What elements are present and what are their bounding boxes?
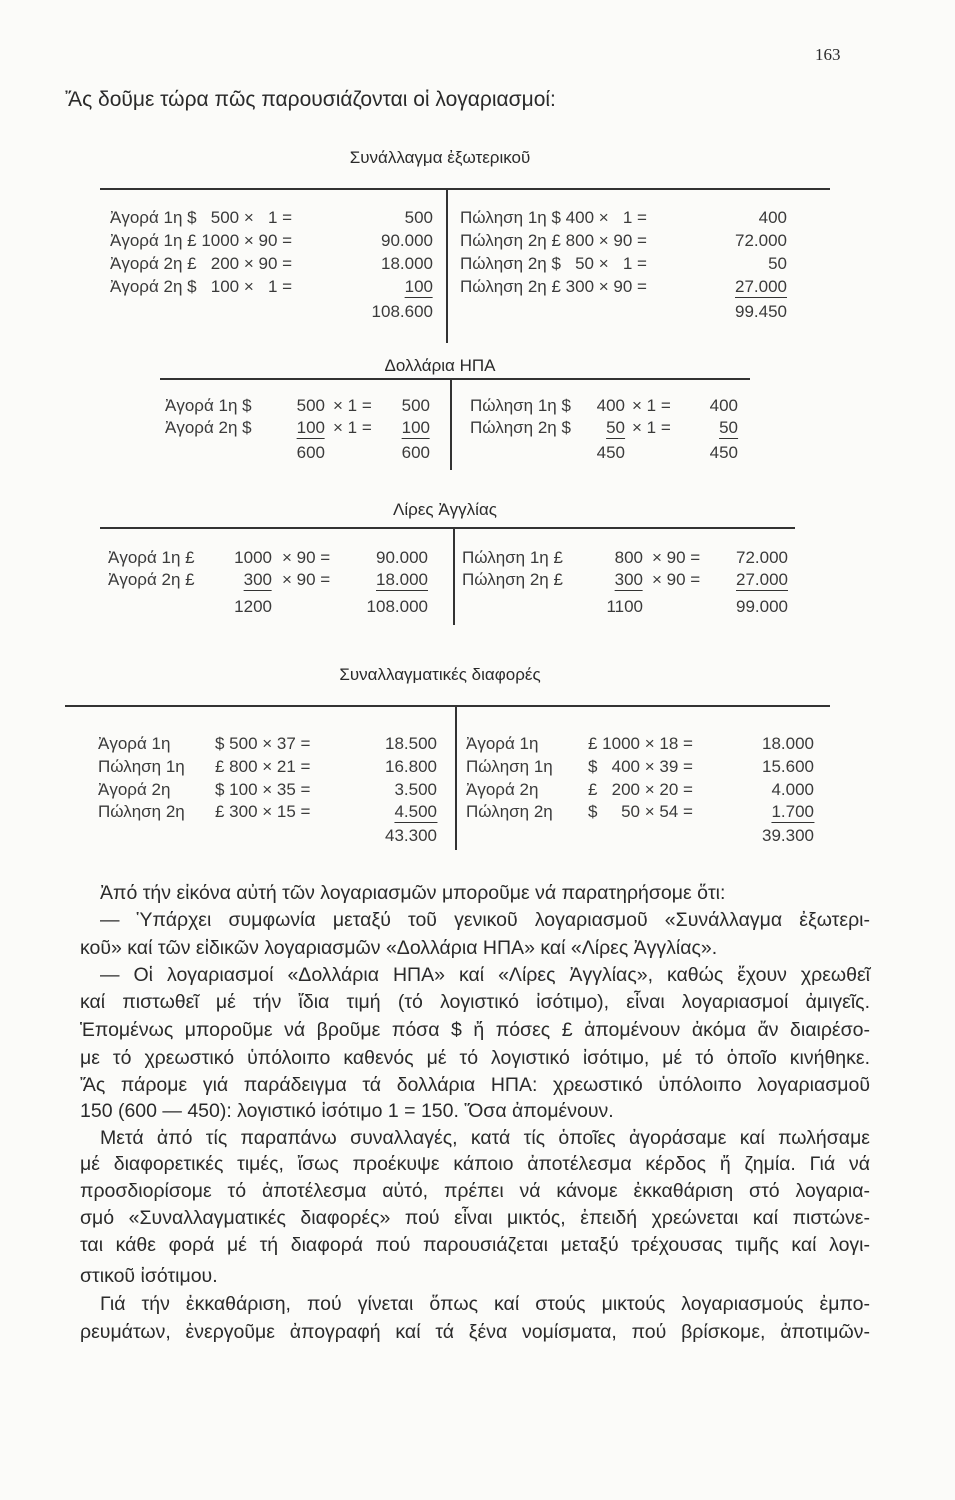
entry-quantity: 1000 [234,548,272,567]
account-rule [65,705,830,707]
entry-amount: 72.000 [735,231,787,250]
entry-amount: 100 [404,277,433,296]
account-title: Συνάλλαγμα ἐξωτερικοῦ [349,148,531,167]
account-rule [100,188,830,190]
body-text-line: Ἄς πάρομε γιά παράδειγμα τά δολλάρια ΗΠΑ: χρεωστικό ὑπόλοιπο λογαριασμοῦ [80,1074,870,1096]
entry-label: Πώληση 2η £ 800 × 90 = [460,231,647,250]
entry-amount: 16.800 [385,757,437,776]
entry-amount: 500 [401,396,430,415]
entry-label: Πώληση 2η £ [462,570,563,589]
body-text-line: Ἑπομένως μποροῦμε νά βροῦμε πόσα $ ἤ πόσες £ ἀπομένουν ἀκόμα ἄν διαιρέσο- [80,1019,870,1041]
body-text-line: — Ὑπάρχει συμφωνία μεταξύ τοῦ γενικοῦ λογαριασμοῦ «Συνάλλαγμα ἐξωτερι- [100,909,870,931]
credit-total: 99.450 [735,302,787,321]
body-text-line: προσδιορίσομε τό ἀποτέλεσμα αὐτό, πρέπει νά κάνομε ἐκκαθάριση στό λογαρια- [80,1180,870,1202]
account-divider [453,527,455,625]
entry-amount: 1.700 [771,802,814,821]
entry-label: Πώληση 2η $ 50 × 1 = [460,254,647,273]
credit-total: 450 [709,443,738,462]
entry-rate: × 1 = [333,418,372,437]
entry-label: Ἀγορά 1η $ 500 × 1 = [110,208,293,227]
entry-amount: 50 [719,418,738,437]
account-rule [100,527,795,529]
body-text-line: Ἀπό τήν εἰκόνα αὐτή τῶν λογαριασμῶν μποροῦμε νά παρατηρήσομε ὅτι: [100,882,726,904]
body-text-line: 150 (600 — 450): λογιστικό ἰσότιμο 1 = 150. Ὅσα ἀπομένουν. [80,1100,614,1122]
entry-amount: 90.000 [381,231,433,250]
entry-quantity: 400 [596,396,625,415]
entry-label: Ἀγορά 2η $ [165,418,252,437]
entry-label: Ἀγορά 2η [98,780,171,799]
page-number: 163 [815,45,841,64]
entry-amount: 18.000 [762,734,814,753]
entry-amount: 72.000 [736,548,788,567]
body-text-line: καί πιστωθεῖ μέ τήν ἴδια τιμή (τό λογιστικό ἰσότιμο), εἶναι λογαριασμοί ἀμιγεῖς. [80,991,870,1013]
body-text-line: — Οἱ λογαριασμοί «Δολλάρια ΗΠΑ» καί «Λίρες Ἀγγλίας», καθώς ἔχουν χρεωθεῖ [100,964,870,986]
entry-amount: 18.000 [376,570,428,589]
debit-total: 108.000 [366,597,428,616]
entry-rate: × 90 = [282,570,331,589]
credit-quantity-total: 1100 [606,597,643,616]
section-heading: Ἄς δοῦμε τώρα πῶς παρουσιάζονται οἱ λογαριασμοί: [65,88,556,111]
entry-label: Ἀγορά 1η [466,734,539,753]
entry-label: Ἀγορά 2η £ [108,570,195,589]
body-text-line: Μετά ἀπό τίς παραπάνω συναλλαγές, κατά τίς ὁποῖες ἀγοράσαμε καί πωλήσαμε [100,1127,870,1149]
entry-amount: 18.500 [385,734,437,753]
entry-label: Πώληση 1η $ 400 × 1 = [460,208,647,227]
entry-label: Ἀγορά 1η £ [108,548,195,567]
entry-amount: 90.000 [376,548,428,567]
entry-quantity: 800 [614,548,643,567]
entry-label: Πώληση 2η [98,802,185,821]
entry-label: Πώληση 2η £ 300 × 90 = [460,277,647,296]
entry-calculation: $ 400 × 39 = [588,757,693,776]
entry-quantity: 500 [296,396,325,415]
entry-label: Πώληση 1η [98,757,185,776]
entry-rate: × 90 = [652,570,701,589]
entry-quantity: 300 [614,570,643,589]
entry-calculation: $ 50 × 54 = [588,802,693,821]
credit-total: 39.300 [762,826,814,845]
entry-label: Ἀγορά 1η [98,734,171,753]
entry-label: Ἀγορά 1η $ [165,396,252,415]
entry-amount: 500 [404,208,433,227]
entry-amount: 3.500 [394,780,437,799]
entry-label: Ἀγορά 2η £ 200 × 90 = [110,254,293,273]
entry-calculation: £ 800 × 21 = [215,757,311,776]
account-divider [446,188,448,343]
entry-amount: 100 [401,418,430,437]
entry-quantity: 300 [243,570,272,589]
account-title: Συναλλαγματικές διαφορές [339,665,541,684]
entry-label: Ἀγορά 1η £ 1000 × 90 = [110,231,293,250]
debit-total: 600 [401,443,430,462]
debit-total: 43.300 [385,826,437,845]
body-text-line: κοῦ» καί τῶν εἰδικῶν λογαριασμῶν «Δολλάρια ΗΠΑ» καί «Λίρες Ἀγγλίας». [80,937,718,959]
entry-quantity: 100 [296,418,325,437]
entry-label: Πώληση 1η [466,757,553,776]
entry-calculation: $ 500 × 37 = [215,734,311,753]
entry-amount: 27.000 [735,277,787,296]
account-rule [160,378,750,380]
debit-quantity-total: 600 [296,443,325,462]
body-text-line: ται κάθε φορά μέ τή διαφορά πού παρουσιάζεται μεταξύ τρέχουσας τιμῆς καί λογι- [80,1234,870,1256]
entry-amount: 15.600 [762,757,814,776]
entry-label: Πώληση 2η $ [470,418,571,437]
entry-amount: 50 [768,254,787,273]
entry-calculation: £ 200 × 20 = [588,780,693,799]
entry-amount: 18.000 [381,254,433,273]
entry-rate: × 1 = [632,418,671,437]
entry-calculation: £ 1000 × 18 = [588,734,693,753]
body-text-line: στικοῦ ἰσότιμου. [80,1265,218,1287]
entry-rate: × 1 = [333,396,372,415]
body-text-line: σμό «Συναλλαγματικές διαφορές» πού εἶναι μικτός, ἐπειδή χρεώνεται καί πιστώνε- [80,1207,870,1229]
entry-label: Ἀγορά 2η $ 100 × 1 = [110,277,293,296]
entry-rate: × 90 = [652,548,701,567]
entry-calculation: £ 300 × 15 = [215,802,311,821]
entry-calculation: $ 100 × 35 = [215,780,311,799]
body-text-line: με τό χρεωστικό ὑπόλοιπο καθενός μέ τό λογιστικό ἰσότιμο, μέ τό ὁποῖο κινήθηκε. [80,1047,870,1069]
entry-label: Πώληση 1η £ [462,548,563,567]
credit-total: 99.000 [736,597,788,616]
body-text-line: μέ διαφορετικές τιμές, ἴσως προέκυψε κάποιο ἀποτέλεσμα κέρδος ἤ ζημία. Γιά νά [80,1153,870,1175]
debit-total: 108.600 [371,302,433,321]
body-text-line: ρευμάτων, ἐνεργοῦμε ἀπογραφή καί τά ξένα νομίσματα, πού βρίσκομε, ἀποτιμῶν- [80,1321,870,1343]
entry-label: Πώληση 2η [466,802,553,821]
account-divider [455,705,457,850]
entry-amount: 4.000 [771,780,814,799]
account-title: Λίρες Ἀγγλίας [393,500,497,519]
credit-quantity-total: 450 [596,443,625,462]
body-text-line: Γιά τήν ἐκκαθάριση, πού γίνεται ὅπως καί στούς μικτούς λογαριασμούς ἐμπο- [100,1293,870,1315]
entry-rate: × 1 = [632,396,671,415]
entry-rate: × 90 = [282,548,331,567]
entry-amount: 27.000 [736,570,788,589]
entry-amount: 4.500 [394,802,437,821]
account-title: Δολλάρια ΗΠΑ [384,356,496,375]
entry-label: Πώληση 1η $ [470,396,571,415]
entry-amount: 400 [709,396,738,415]
account-divider [450,378,452,470]
entry-label: Ἀγορά 2η [466,780,539,799]
entry-amount: 400 [758,208,787,227]
debit-quantity-total: 1200 [234,597,272,616]
entry-quantity: 50 [606,418,625,437]
